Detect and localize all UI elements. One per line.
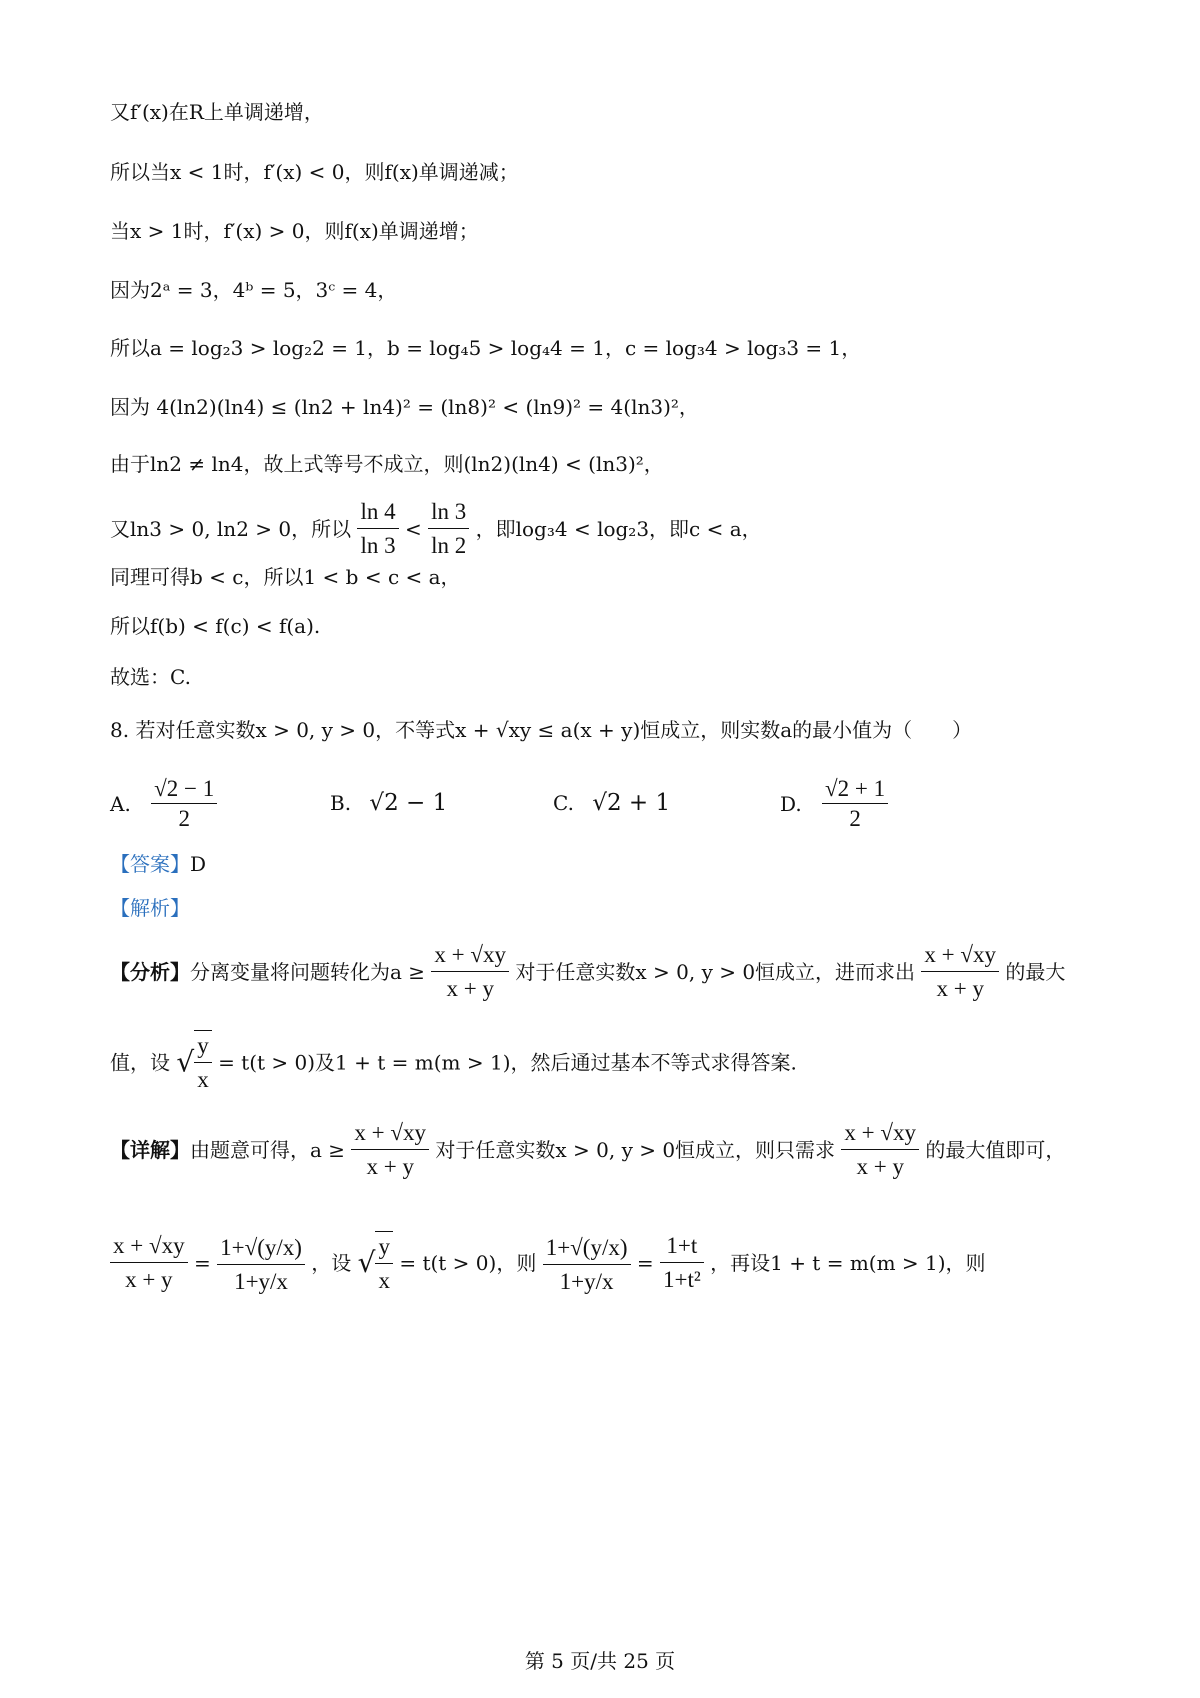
xiangjie-line-2: $\frac{x + √xy}{x + y}$ = $\frac{1+√(y/x)}{1+y/x}$ ，设 √ $\frac{y}{x}$ = t(t > 0)，则 $\frac{1+√(y/x)}{1+y/x}$ = $\frac{1+t}{\text{1+t²}}$ ，再设1 + t = m(m > 1)，则 (110, 1215, 986, 1311)
line-9: 同理可得b < c，所以1 < b < c < a， (110, 565, 461, 589)
option-c: C. √2 + 1 (553, 790, 671, 816)
fenxi-line-1: 【分析】分离变量将问题转化为a ≥ $\frac{x + √xy}{x + y}$ 对于任意实数x > 0, y > 0恒成立，进而求出 $\frac{x + √xy}{x + y}$ 的最大 (110, 942, 1066, 1001)
line-11: 故选：C. (110, 665, 191, 689)
analysis-label: 【解析】 (110, 896, 190, 920)
xiangjie-line-1: 【详解】由题意可得，a ≥ $\frac{x + √xy}{x + y}$ 对于任意实数x > 0, y > 0恒成立，则只需求 $\frac{x + √xy}{x + y}$ 的最大值即可， (110, 1120, 1066, 1179)
line-4: 因为2ᵃ = 3，4ᵇ = 5，3ᶜ = 4， (110, 278, 398, 302)
line-5: 所以a = log₂3 > log₂2 = 1，b = log₄5 > log₄4 = 1，c = log₃4 > log₃3 = 1， (110, 336, 862, 360)
line-2: 所以当x < 1时，f′(x) < 0，则f(x)单调递减； (110, 160, 519, 184)
line-7: 由于ln2 ≠ ln4，故上式等号不成立，则(ln2)(ln4) < (ln3)²， (110, 452, 664, 476)
line-3: 当x > 1时，f′(x) > 0，则f(x)单调递增； (110, 219, 479, 243)
question-8-stem: 8. 若对任意实数x > 0, y > 0，不等式x + √xy ≤ a(x + y)恒成立，则实数a的最小值为（ ） (110, 718, 973, 742)
option-b: B. √2 − 1 (330, 790, 448, 816)
option-a: A. $\frac{√2 - 1}{2}$ (110, 776, 217, 832)
line-1: 又f′(x)在R上单调递增， (110, 100, 324, 124)
fraction-ln4-ln3: $\frac{\ln 4}{\ln 3}$ (357, 497, 398, 561)
line-8: 又ln3 > 0, ln2 > 0，所以 $\frac{\ln 4}{\ln 3}$ < $\frac{\ln 3}{\ln 2}$ ，即log₃4 < log₂3，即c < a， (110, 497, 762, 561)
line-6: 因为 4(ln2)(ln4) ≤ (ln2 + ln4)² = (ln8)² < (ln9)² = 4(ln3)²， (110, 395, 699, 419)
line-10: 所以f(b) < f(c) < f(a). (110, 614, 321, 638)
option-d: D. $\frac{√2 + 1}{2}$ (780, 776, 888, 832)
fraction-ln3-ln2: $\frac{\ln 3}{\ln 2}$ (428, 497, 469, 561)
fenxi-line-2: 值，设 √ $\frac{y}{x}$ = t(t > 0)及1 + t = m(m > 1)，然后通过基本不等式求得答案. (110, 1030, 797, 1095)
answer-line: 【答案】D (110, 852, 207, 876)
page-footer: 第 5 页/共 25 页 (524, 1649, 676, 1673)
